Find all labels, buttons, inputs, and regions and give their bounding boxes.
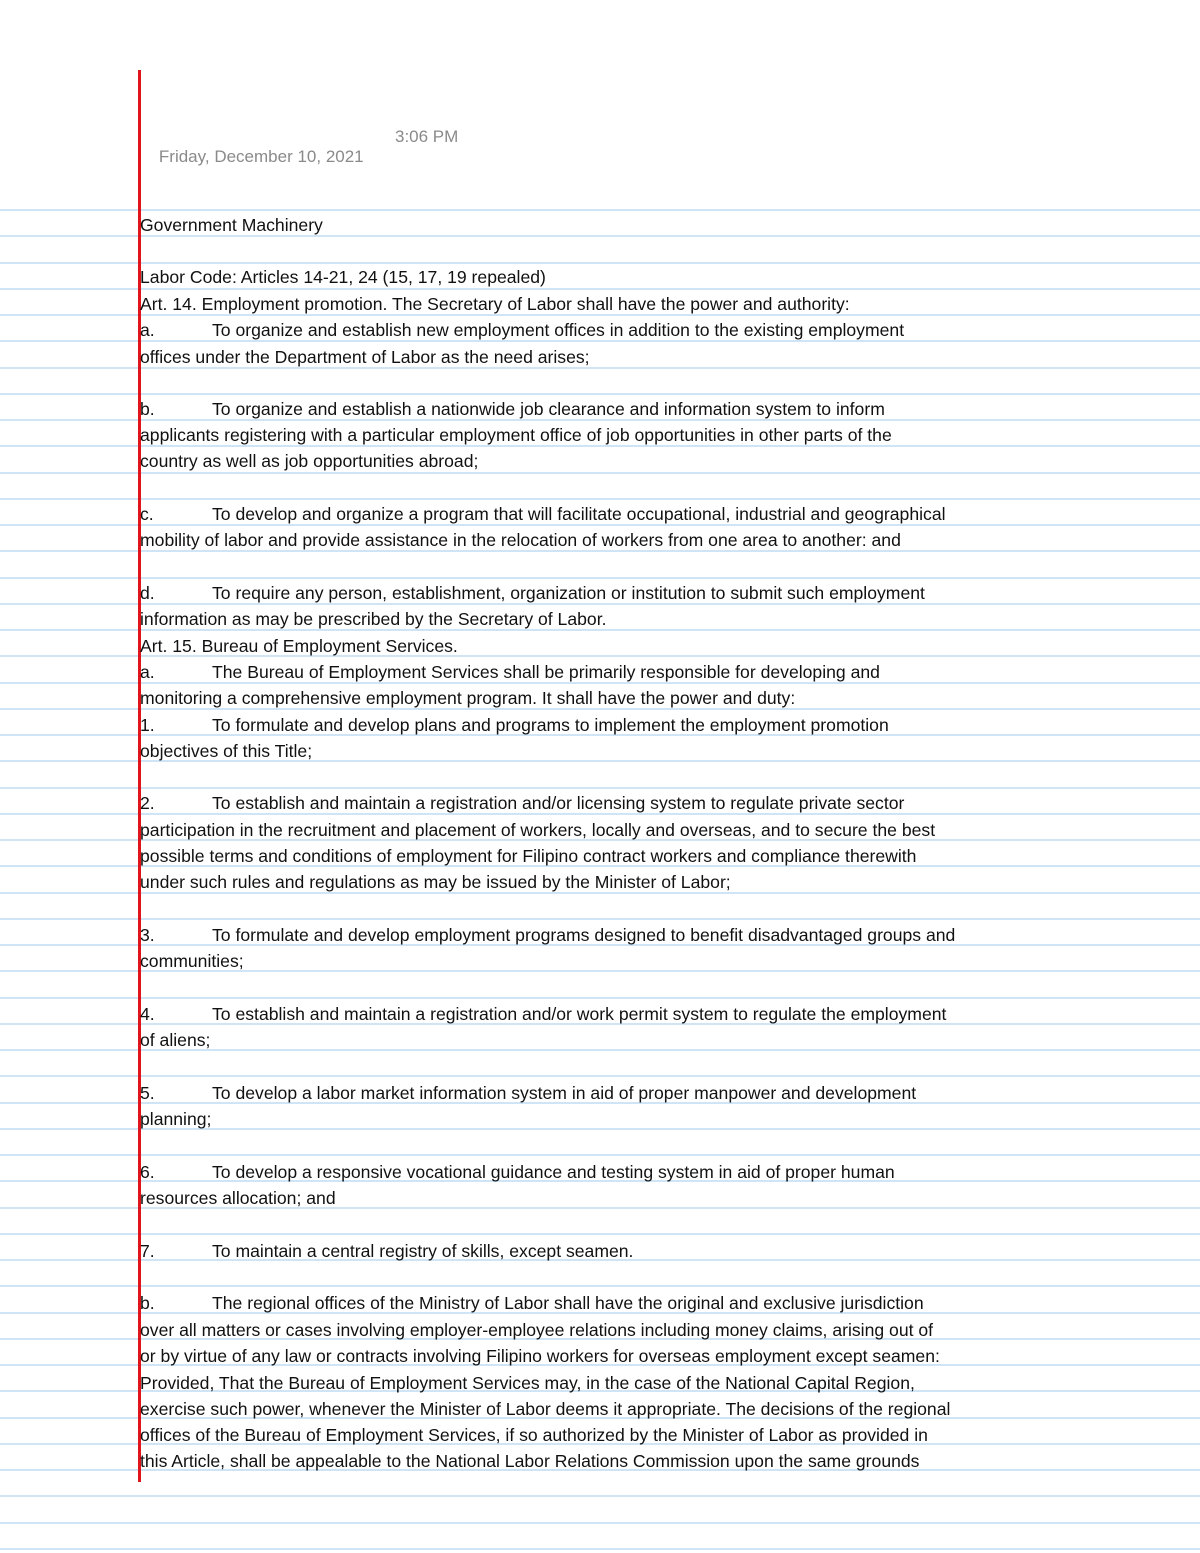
line-text: To establish and maintain a registration and/or licensing system to regulate private sector [212,793,905,813]
line-text: this Article, shall be appealable to the National Labor Relations Commission upon the same grounds [140,1451,920,1471]
line-text: exercise such power, whenever the Minister of Labor deems it appropriate. The decisions of the regional [140,1399,951,1419]
text-line [140,608,606,630]
text-line [140,293,850,315]
line-text: The regional offices of the Ministry of Labor shall have the original and exclusive jurisdiction [212,1293,924,1313]
line-text: or by virtue of any law or contracts involving Filipino workers for overseas employment except seamen: [140,1346,940,1366]
line-text: planning; [140,1109,212,1129]
line-text: Provided, That the Bureau of Employment Services may, in the case of the National Capital Region, [140,1373,915,1393]
line-text: of aliens; [140,1030,211,1050]
line-text: To develop a labor market information system in aid of proper manpower and development [212,1083,917,1103]
line-text: monitoring a comprehensive employment program. It shall have the power and duty: [140,688,796,708]
text-line [140,687,795,709]
line-text: To require any person, establishment, organization or institution to submit such employment [212,583,925,603]
ruled-line [0,918,1200,920]
ruled-line [0,997,1200,999]
list-item [140,1082,916,1104]
text-line [140,871,731,893]
ruled-line [0,1285,1200,1287]
list-item [140,924,955,946]
ruled-line [0,393,1200,395]
text-line [140,346,590,368]
text-line [140,1187,336,1209]
list-item [140,1161,895,1183]
line-text: To maintain a central registry of skills, except seamen. [212,1241,634,1261]
line-text: offices under the Department of Labor as the need arises; [140,347,590,367]
ruled-line [0,1233,1200,1235]
line-text: resources allocation; and [140,1188,336,1208]
ruled-line [0,577,1200,579]
list-item-marker: 2. [140,793,155,813]
text-line [140,1029,210,1051]
text-line [140,1108,211,1130]
line-text: Art. 14. Employment promotion. The Secretary of Labor shall have the power and authority: [140,294,850,314]
text-line [140,950,244,972]
list-item [140,398,885,420]
ruled-line [0,1548,1200,1550]
text-line [140,1345,940,1367]
list-item [140,1003,946,1025]
line-text: offices of the Bureau of Employment Services, if so authorized by the Minister of Labor as provided in [140,1425,928,1445]
list-item-marker: 7. [140,1241,155,1261]
note-subtitle: Labor Code: Articles 14-21, 24 (15, 17, 19 repealed) [140,267,546,287]
text-line [140,1424,928,1446]
line-text: participation in the recruitment and placement of workers, locally and overseas, and to secure the best [140,820,936,840]
line-text: country as well as job opportunities abroad; [140,451,479,471]
list-item-marker: d. [140,583,155,603]
list-item [140,1240,633,1262]
text-line [140,424,892,446]
line-text: mobility of labor and provide assistance in the relocation of workers from one area to another: and [140,530,901,550]
text-line [140,1319,933,1341]
line-text: To develop and organize a program that will facilitate occupational, industrial and geographical [212,504,946,524]
list-item-marker: 6. [140,1162,155,1182]
note-title: Government Machinery [140,215,323,235]
list-item [140,714,889,736]
text-line [140,1398,950,1420]
list-item [140,661,880,683]
ruled-line [0,209,1200,211]
text-line [140,635,458,657]
ruled-line [0,288,1200,290]
ruled-line [0,472,1200,474]
header-time: 3:06 PM [395,127,459,146]
text-line [140,1450,919,1472]
ruled-line [0,262,1200,264]
list-item [140,792,904,814]
text-line [140,845,916,867]
line-text: objectives of this Title; [140,741,313,761]
line-text: To establish and maintain a registration and/or work permit system to regulate the employment [212,1004,947,1024]
ruled-line [0,1154,1200,1156]
text-line [140,819,935,841]
line-text: communities; [140,951,244,971]
list-item-marker: 4. [140,1004,155,1024]
line-text: applicants registering with a particular employment office of job opportunities in other parts of the [140,425,892,445]
header-date: Friday, December 10, 2021 [158,147,364,166]
list-item-marker: a. [140,320,155,340]
list-item [140,1292,924,1314]
line-text: possible terms and conditions of employment for Filipino contract workers and compliance therewith [140,846,917,866]
ruled-line [0,1075,1200,1077]
list-item-marker: c. [140,504,154,524]
line-text: under such rules and regulations as may be issued by the Minister of Labor; [140,872,731,892]
line-text: The Bureau of Employment Services shall be primarily responsible for developing and [212,662,880,682]
line-text: over all matters or cases involving employer-employee relations including money claims, arising out of [140,1320,934,1340]
page-header [140,127,459,207]
list-item-marker: a. [140,662,155,682]
ruled-line [0,1522,1200,1524]
list-item [140,319,904,341]
text-line [140,529,901,551]
list-item [140,582,925,604]
list-item-marker: b. [140,399,155,419]
line-text: To organize and establish new employment offices in addition to the existing employment [212,320,905,340]
line-text: Art. 15. Bureau of Employment Services. [140,636,458,656]
list-item-marker: 3. [140,925,155,945]
line-text: To develop a responsive vocational guidance and testing system in aid of proper human [212,1162,895,1182]
ruled-line [0,1495,1200,1497]
list-item [140,503,946,525]
ruled-line [0,498,1200,500]
text-line [140,450,478,472]
line-text: To formulate and develop employment programs designed to benefit disadvantaged groups and [212,925,956,945]
text-line [140,1372,915,1394]
ruled-line [0,787,1200,789]
list-item-marker: b. [140,1293,155,1313]
text-line [140,740,312,762]
list-item-marker: 5. [140,1083,155,1103]
list-item-marker: 1. [140,715,155,735]
line-text: To formulate and develop plans and programs to implement the employment promotion [212,715,889,735]
line-text: To organize and establish a nationwide job clearance and information system to inform [212,399,885,419]
line-text: information as may be prescribed by the Secretary of Labor. [140,609,607,629]
